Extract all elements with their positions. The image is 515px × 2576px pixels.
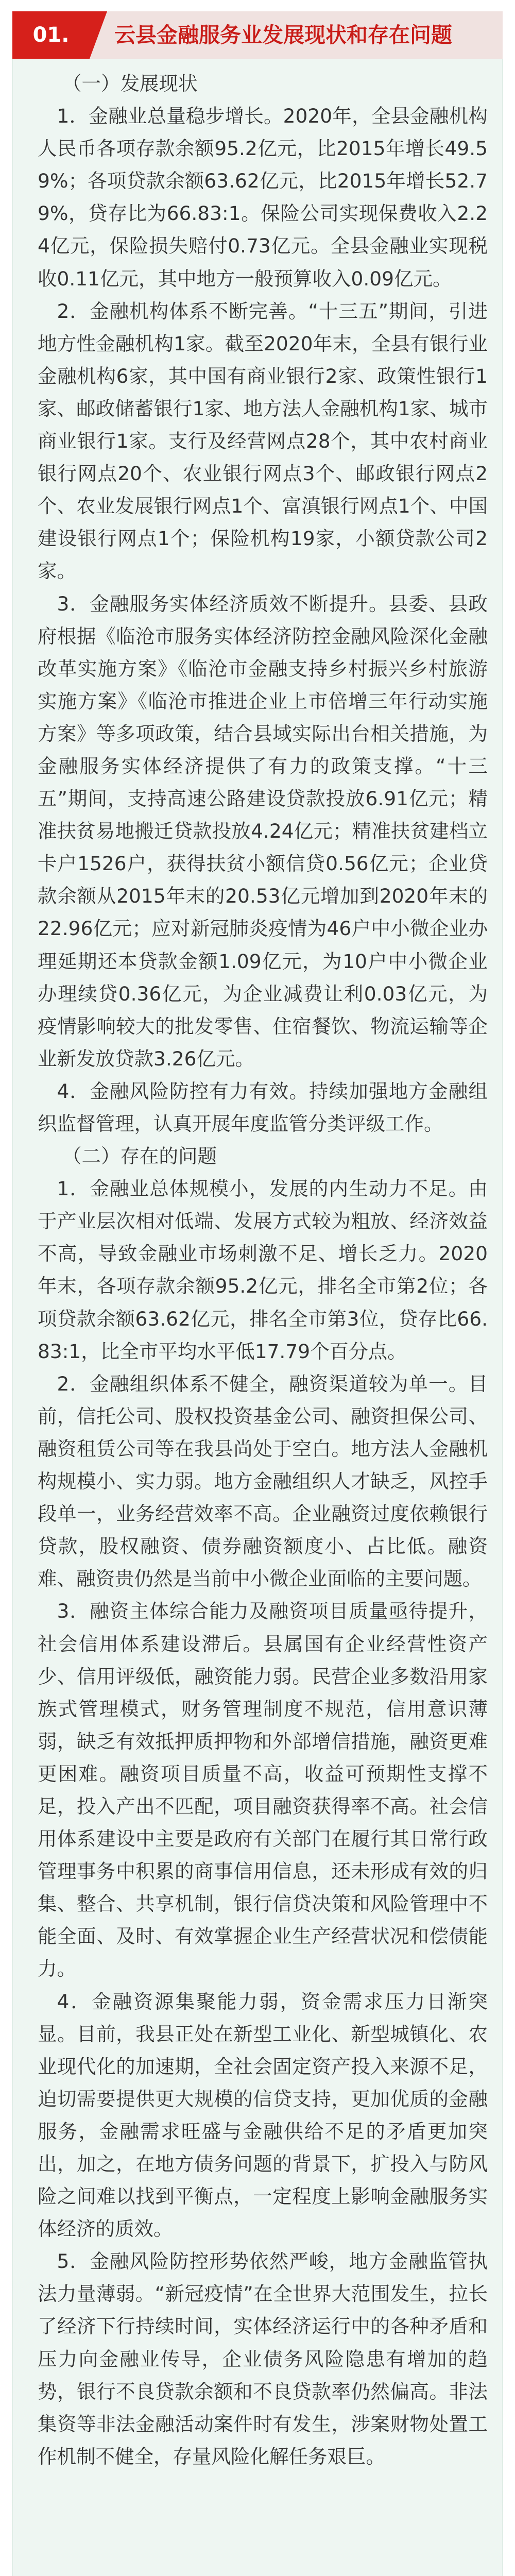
section-number-badge: 01. <box>12 11 90 59</box>
section-heading-problems: （二）存在的问题 <box>62 1145 217 1168</box>
content-card <box>12 59 503 2576</box>
paragraph: 4．金融风险防控有力有效。持续加强地方金融组织监督管理，认真开展年度监管分类评级工作。 <box>38 1079 488 1135</box>
article-body <box>38 67 488 2473</box>
status-section <box>38 67 488 1140</box>
paragraph: 4．金融资源集聚能力弱，资金需求压力日渐突显。目前，我县正处在新型工业化、新型城镇化、农业现代化的加速期，全社会固定资产投入来源不足，迫切需要提供更大规模的信贷支持，更加优质的金融服务，金融需求旺盛与金融供给不足的矛盾更加突出，加之，在地方债务问题的背景下，扩投入与防风险之间难以找到平衡点，一定程度上影响金融服务实体经济的质效。 <box>38 1990 488 2241</box>
paragraph: 3．金融服务实体经济质效不断提升。县委、县政府根据《临沧市服务实体经济防控金融风险深化金融改革实施方案》《临沧市金融支持乡村振兴乡村旅游实施方案》《临沧市推进企业上市倍增三年行动实施方案》等多项政策，结合县域实际出台相关措施，为金融服务实体经济提供了有力的政策支撑。“十三五”期间，支持高速公路建设贷款投放6.91亿元；精准扶贫易地搬迁贷款投放4.24亿元；精准扶贫建档立卡户1526户，获得扶贫小额信贷0.56亿元；企业贷款余额从2015年末的20.53亿元增加到2020年末的22.96亿元；应对新冠肺炎疫情为46户中小微企业办理延期还本贷款金额1.09亿元，为10户中小微企业办理续贷0.36亿元，为企业减费让利0.03亿元，为疫情影响较大的批发零售、住宿餐饮、物流运输等企业新发放贷款3.26亿元。 <box>38 592 488 1070</box>
section-heading-status: （一）发展现状 <box>62 72 198 95</box>
badge-slant-decoration <box>90 11 107 59</box>
paragraph: 1．金融业总体规模小，发展的内生动力不足。由于产业层次相对低端、发展方式较为粗放、经济效益不高，导致金融业市场刺激不足、增长乏力。2020年末，各项存款余额95.2亿元，排名全市第2位；各项贷款余额63.62亿元，排名全市第3位，贷存比66.83:1，比全市平均水平低17.79个百分点。 <box>38 1177 488 1363</box>
problems-section <box>38 1140 488 2473</box>
paragraph: 1．金融业总量稳步增长。2020年，全县金融机构人民币各项存款余额95.2亿元，比2015年增长49.59%；各项贷款余额63.62亿元，比2015年增长52.79%，贷存比为66.83:1。保险公司实现保费收入2.24亿元，保险损失赔付0.73亿元。全县金融业实现税收0.11亿元，其中地方一般预算收入0.09亿元。 <box>38 105 488 290</box>
section-title: 云县金融服务业发展现状和存在问题 <box>114 23 452 47</box>
paragraph: 5．金融风险防控形势依然严峻，地方金融监管执法力量薄弱。“新冠疫情”在全世界大范围发生，拉长了经济下行持续时间，实体经济运行中的各种矛盾和压力向金融业传导，企业债务风险隐患有增加的趋势，银行不良贷款余额和不良贷款率仍然偏高。非法集资等非法金融活动案件时有发生，涉案财物处置工作机制不健全，存量风险化解任务艰巨。 <box>38 2250 488 2468</box>
section-header <box>12 11 503 59</box>
paragraph: 2．金融组织体系不健全，融资渠道较为单一。目前，信托公司、股权投资基金公司、融资担保公司、融资租赁公司等在我县尚处于空白。地方法人金融机构规模小、实力弱。地方金融组织人才缺乏，风控手段单一，业务经营效率不高。企业融资过度依赖银行贷款，股权融资、债券融资额度小、占比低。融资难、融资贵仍然是当前中小微企业面临的主要问题。 <box>38 1372 488 1590</box>
paragraph: 2．金融机构体系不断完善。“十三五”期间，引进地方性金融机构1家。截至2020年末，全县有银行业金融机构6家，其中国有商业银行2家、政策性银行1家、邮政储蓄银行1家、地方法人金融机构1家、城市商业银行1家。支行及经营网点28个，其中农村商业银行网点20个、农业银行网点3个、邮政银行网点2个、农业发展银行网点1个、富滇银行网点1个、中国建设银行网点1个；保险机构19家，小额贷款公司2家。 <box>38 299 488 583</box>
paragraph: 3．融资主体综合能力及融资项目质量亟待提升，社会信用体系建设滞后。县属国有企业经营性资产少、信用评级低，融资能力弱。民营企业多数沿用家族式管理模式，财务管理制度不规范，信用意识薄弱，缺乏有效抵押质押物和外部增信措施，融资更难更困难。融资项目质量不高，收益可预期性支撑不足，投入产出不匹配，项目融资获得率不高。社会信用体系建设中主要是政府有关部门在履行其日常行政管理事务中积累的商事信用信息，还未形成有效的归集、整合、共享机制，银行信贷决策和风险管理中不能全面、及时、有效掌握企业生产经营状况和偿债能力。 <box>38 1600 488 1980</box>
